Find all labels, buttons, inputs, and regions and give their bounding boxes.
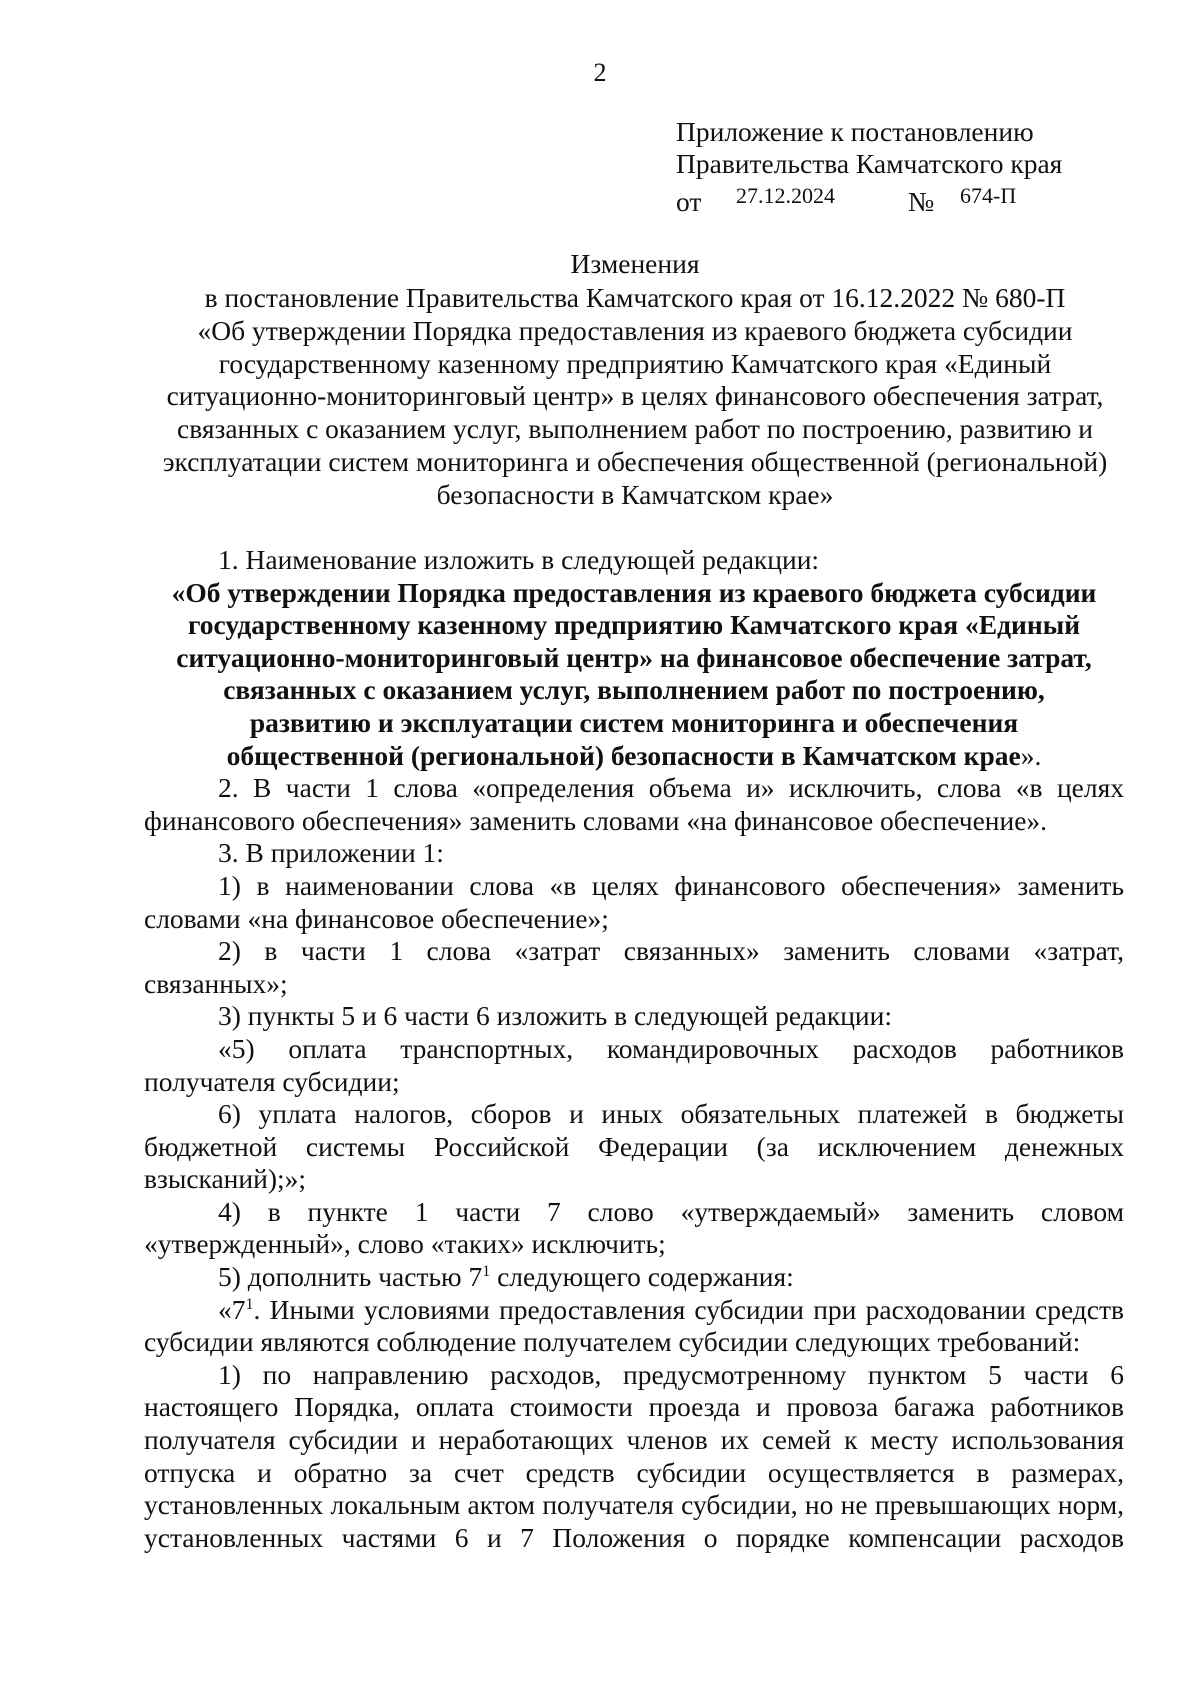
item-1-bold-end: ». bbox=[1020, 739, 1042, 771]
item-1-bold-line-last bbox=[144, 740, 1124, 773]
document-title: Изменения bbox=[570, 248, 700, 279]
subtitle-line: «Об утверждении Порядка предоставления из краевого бюджета субсидии bbox=[197, 314, 1073, 346]
approval-date: 27.12.2024 bbox=[736, 183, 835, 208]
item-1-bold-line: ситуационно-мониторинговый центр» на финансовое обеспечение затрат, bbox=[176, 641, 1092, 673]
approval-date-line bbox=[676, 180, 1136, 217]
subtitle-line: безопасности в Камчатском крае» bbox=[436, 478, 834, 510]
page-number: 2 bbox=[593, 58, 607, 87]
item-1-bold-line: развитию и эксплуатации систем мониторинга и обеспечения bbox=[249, 706, 1019, 738]
item-1-bold-line: общественной (региональной) безопасности в Камчатском крае bbox=[226, 739, 1021, 771]
item-3-2: 2) в части 1 слова «затрат связанных» заменить словами «затрат, связанных»; bbox=[144, 935, 1124, 999]
approval-block bbox=[676, 116, 1136, 217]
item-3-4: 4) в пункте 1 части 7 слово «утверждаемый» заменить словом «утвержденный», слово «таких» исключить; bbox=[144, 1195, 1124, 1260]
subtitle-line: в постановление Правительства Камчатского края от 16.12.2022 № 680-П bbox=[204, 282, 1066, 313]
approval-number-sign: № bbox=[908, 186, 935, 217]
item-3-5-after: следующего содержания: bbox=[490, 1261, 794, 1293]
item-3: 3. В приложении 1: bbox=[218, 837, 444, 869]
item-1-bold-line: государственному казенному предприятию Камчатского края «Единый bbox=[187, 609, 1081, 641]
item-3-3-point-6: 6) уплата налогов, сборов и иных обязательных платежей в бюджеты бюджетной системы Российской Федерации (за исключением денежных взысканий);»; bbox=[144, 1098, 1124, 1195]
document-subtitle bbox=[140, 282, 1130, 512]
item-1-bold-line: связанных с оказанием услуг, выполнением работ по построению, bbox=[223, 674, 1045, 706]
part-7-1-superscript: 1 bbox=[245, 1295, 254, 1313]
item-1-bold-line: «Об утверждении Порядка предоставления из краевого бюджета субсидии bbox=[171, 576, 1097, 608]
item-3-5 bbox=[144, 1261, 1124, 1294]
item-3-5-superscript: 1 bbox=[482, 1262, 491, 1280]
approval-line-2: Правительства Камчатского края bbox=[676, 148, 1063, 179]
item-3-5-before: 5) дополнить частью 7 bbox=[218, 1261, 483, 1293]
approval-number: 674-П bbox=[960, 183, 1017, 208]
subtitle-line: государственному казенному предприятию Камчатского края «Единый bbox=[218, 347, 1052, 379]
subtitle-line: ситуационно-мониторинговый центр» в целях финансового обеспечения затрат, bbox=[166, 380, 1104, 412]
subtitle-line: связанных с оказанием услуг, выполнением работ по построению, развитию и bbox=[177, 413, 1093, 445]
item-3-3: 3) пункты 5 и 6 части 6 изложить в следующей редакции: bbox=[218, 1000, 893, 1032]
part-7-1-item-1: 1) по направлению расходов, предусмотренному пунктом 5 части 6 настоящего Порядка, оплата стоимости проезда и провоза багажа работников получателя субсидии и неработающих членов их семей к месту использования отпуска и обратно за счет средств субсидии осуществляется в размерах, установленных локальным актом получателя субсидии, но не превышающих норм, установленных частями 6 и 7 Положения о порядке компенсации расходов bbox=[144, 1358, 1124, 1553]
item-1-intro: 1. Наименование изложить в следующей редакции: bbox=[218, 544, 820, 575]
item-3-3-point-5: «5) оплата транспортных, командировочных расходов работников получателя субсидии; bbox=[144, 1032, 1124, 1097]
part-7-1-before: «7 bbox=[218, 1293, 246, 1325]
part-7-1-after: . Иными условиями предоставления субсидии при расходовании средств субсидии являются соблюдение получателем субсидии следующих требований: bbox=[144, 1293, 1124, 1358]
item-1-new-name bbox=[144, 577, 1124, 773]
part-7-1 bbox=[144, 1294, 1124, 1359]
item-3-1: 1) в наименовании слова «в целях финансового обеспечения» заменить словами «на финансовое обеспечение»; bbox=[144, 869, 1124, 934]
approval-line-1: Приложение к постановлению bbox=[676, 116, 1034, 147]
item-2: 2. В части 1 слова «определения объема и» исключить, слова «в целях финансового обеспечения» заменить словами «на финансовое обеспечение». bbox=[144, 772, 1124, 836]
document-body bbox=[144, 544, 1124, 1554]
subtitle-line: эксплуатации систем мониторинга и обеспечения общественной (региональной) bbox=[162, 445, 1108, 477]
approval-ot-label: от bbox=[676, 186, 702, 217]
